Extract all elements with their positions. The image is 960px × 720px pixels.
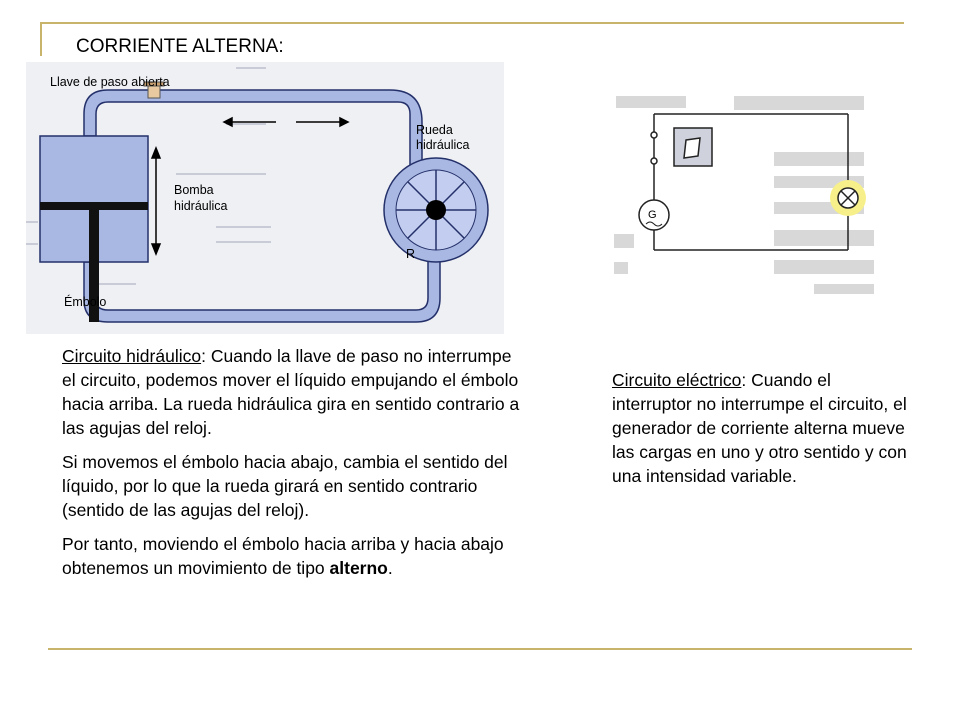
- hydraulic-paragraph-1-body: : Cuando la llave de paso no interrumpe el circuito, podemos mover el líquido empujando el émbolo hacia arriba. La rueda hidráulica gira en sentido contrario a las agujas del reloj.: [62, 346, 520, 438]
- hydraulic-description: [62, 344, 524, 590]
- valve-label: Llave de paso abierta: [50, 75, 170, 89]
- generator-icon: [639, 200, 669, 230]
- hydraulic-paragraph-3: [62, 532, 524, 580]
- pump-label-2: hidráulica: [174, 199, 228, 213]
- piston: [40, 202, 148, 210]
- switch-icon: [674, 128, 712, 166]
- hydraulic-circuit-figure: [26, 62, 504, 334]
- electric-paragraph-body: : Cuando el interruptor no interrumpe el circuito, el generador de corriente alterna mueve las cargas en uno y otro sentido y con una intensidad variable.: [612, 370, 907, 486]
- electric-description: [612, 368, 912, 498]
- bottom-rule: [48, 648, 912, 650]
- hydraulic-heading: Circuito hidráulico: [62, 346, 202, 366]
- electric-paragraph: [612, 368, 912, 488]
- hydraulic-paragraph-3-start: Por tanto, moviendo el émbolo hacia arriba y hacia abajo obtenemos un movimiento de tipo: [62, 534, 504, 578]
- piston-label: Émbolo: [64, 295, 107, 309]
- hydraulic-wheel-icon: [384, 158, 488, 262]
- wheel-label-2: hidráulica: [416, 138, 470, 152]
- hydraulic-paragraph-1: [62, 344, 524, 440]
- generator-letter: G: [648, 209, 657, 221]
- hydraulic-paragraph-2: Si movemos el émbolo hacia abajo, cambia el sentido del líquido, por lo que la rueda girará en sentido contrario (sentido de las agujas del reloj).: [62, 452, 508, 520]
- page-title: CORRIENTE ALTERNA:: [76, 36, 284, 57]
- alterno-bold: alterno: [329, 558, 388, 578]
- electric-heading: Circuito eléctrico: [612, 370, 742, 390]
- electric-circuit-figure: [614, 94, 884, 298]
- wheel-label-1: Rueda: [416, 123, 453, 137]
- left-rule: [40, 22, 42, 56]
- wheel-letter: R: [406, 247, 416, 261]
- lamp-icon: [830, 180, 866, 216]
- hydraulic-paragraph-3-end: .: [387, 558, 393, 578]
- top-rule: [40, 22, 904, 24]
- pump-label-1: Bomba: [174, 183, 214, 197]
